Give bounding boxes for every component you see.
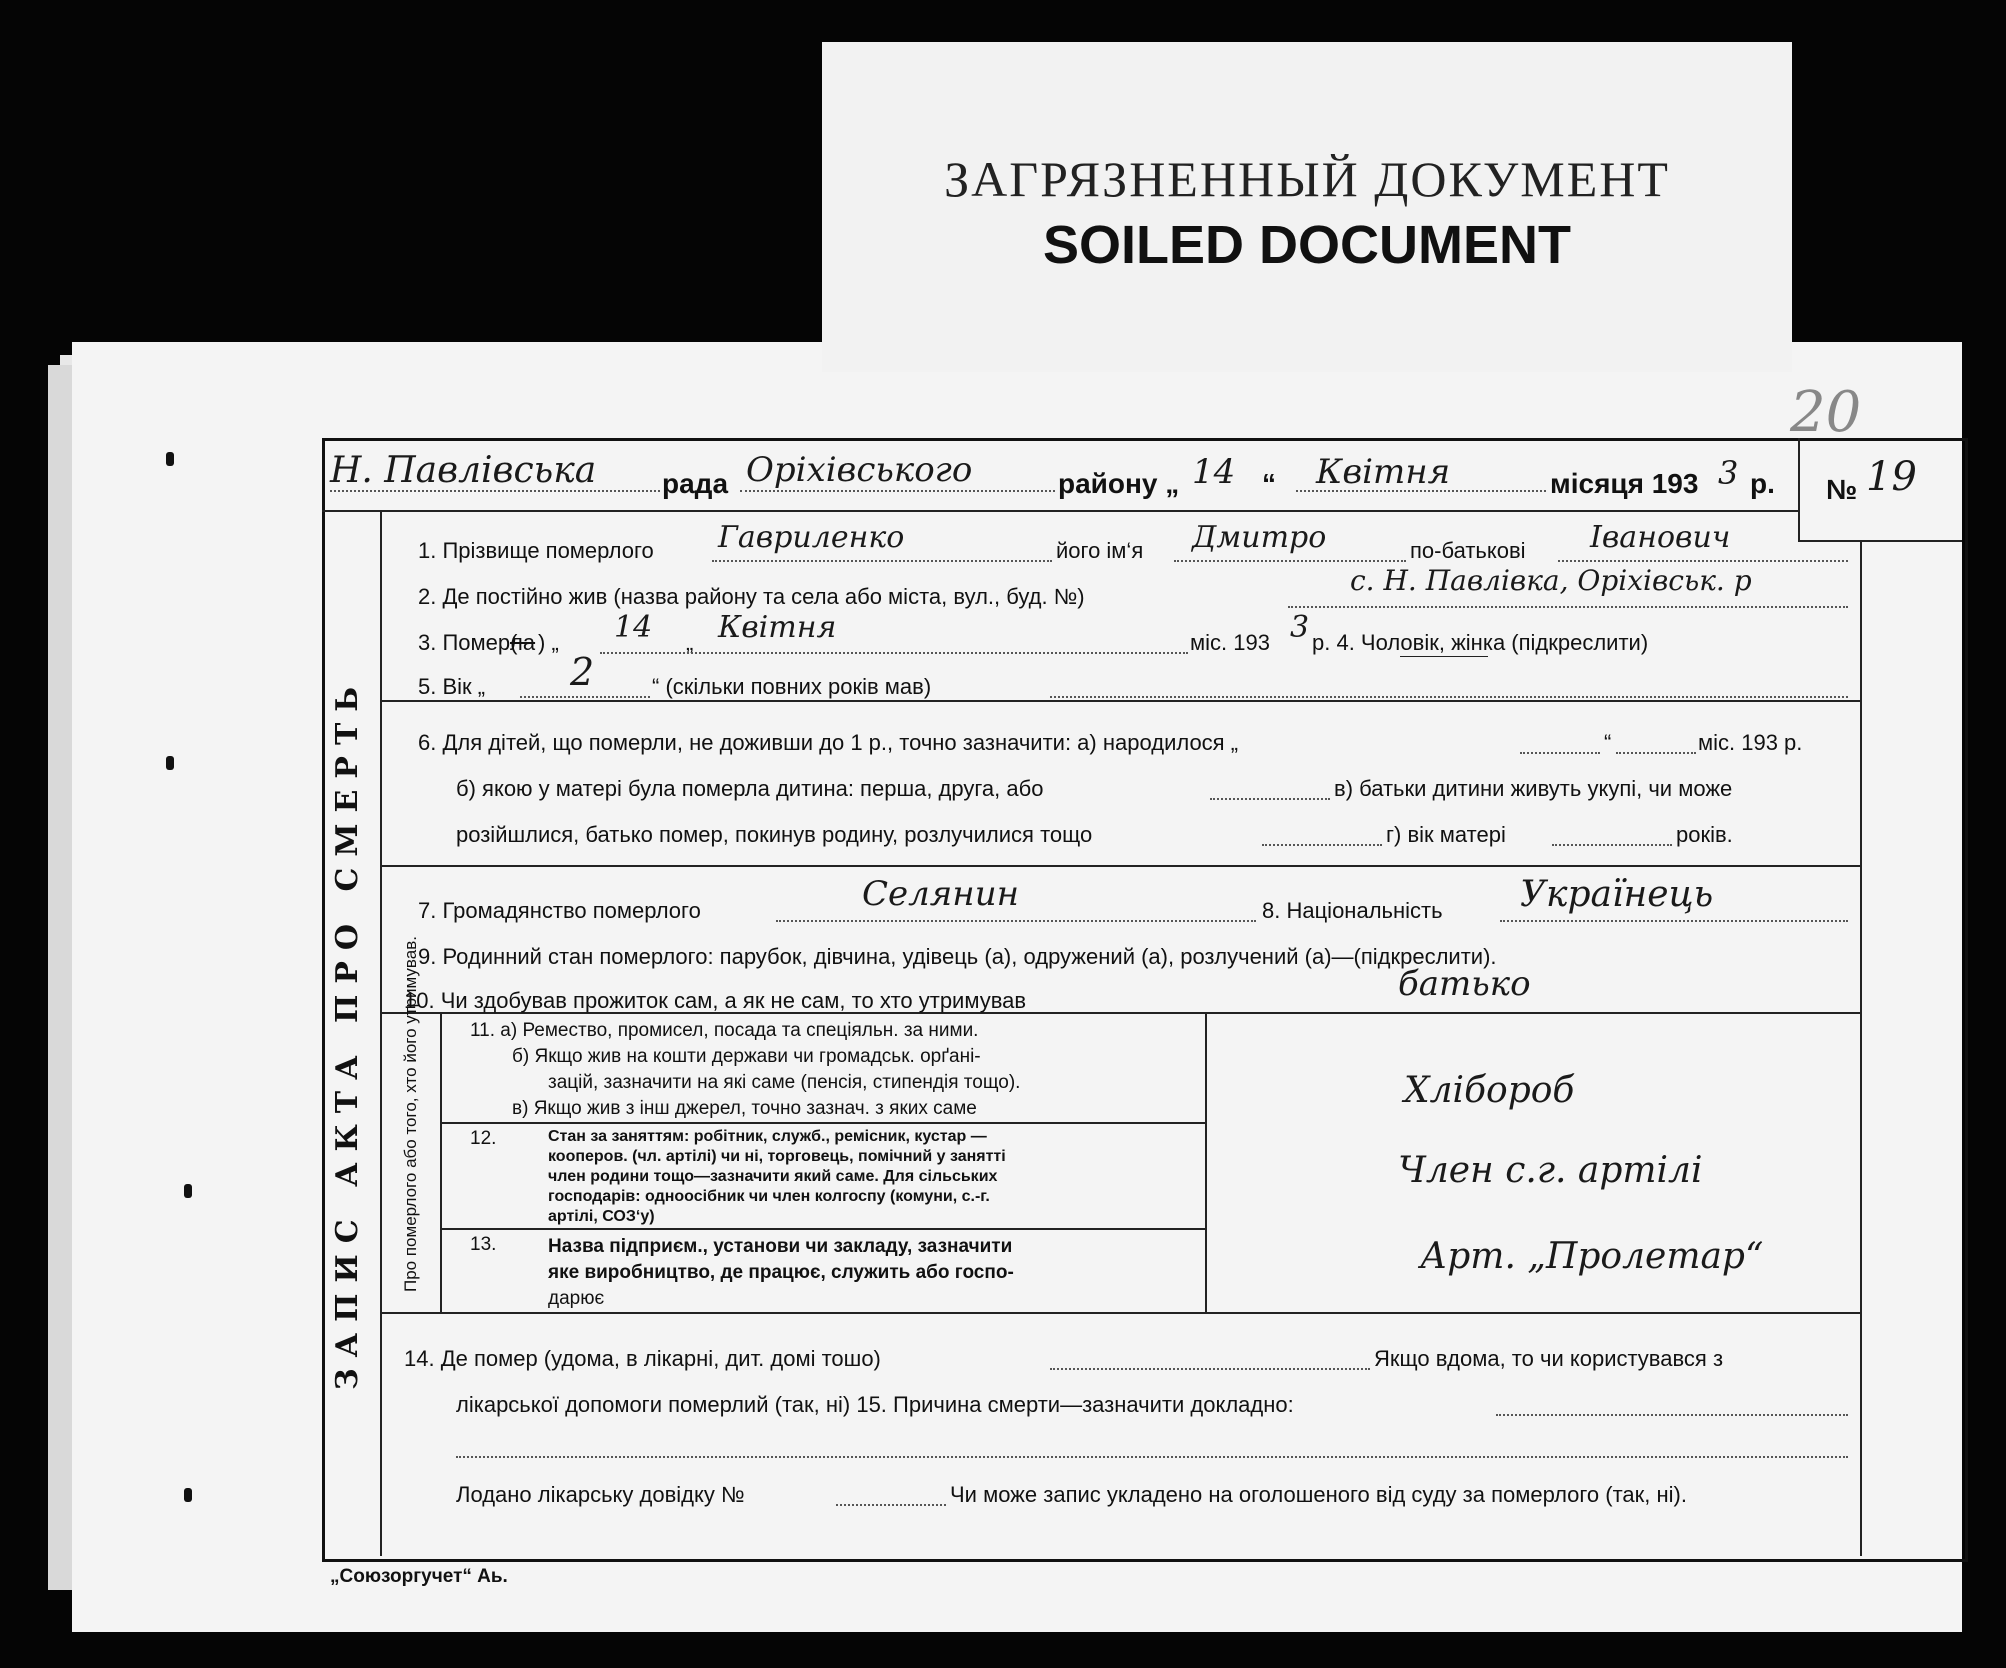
row1-patronymic-label: по-батькові [1410, 538, 1526, 563]
nationality-blank [1500, 920, 1848, 922]
row3-label: 3. Помер( [418, 630, 518, 655]
row3-quote: „ [686, 630, 694, 655]
rule-after-5 [380, 700, 1860, 702]
rule-after-13 [380, 1312, 1860, 1314]
age-blank [520, 696, 650, 698]
page-number: 20 [1790, 380, 1862, 445]
row11-a: 11. а) Ремество, промисел, посада та спеціяльн. за ними. [470, 1020, 979, 1041]
row14-label: 14. Де помер (удома, в лікарні, дит. домі тошо) [404, 1346, 881, 1371]
certificate-number-blank [836, 1504, 946, 1506]
death-day-handwritten: 14 [614, 610, 653, 645]
rule-after-11 [440, 1122, 1205, 1124]
month-blank [1296, 490, 1546, 492]
occupation-handwritten: Хлібороб [1404, 1070, 1575, 1111]
label-english: SOILED DOCUMENT [1042, 215, 1571, 275]
supporter-handwritten: батько [1398, 964, 1531, 1004]
row12-line3: член родини тощо—зазначити який саме. Для сільських [548, 1168, 998, 1185]
row1-label: 1. Прізвище померлого [418, 538, 654, 563]
row9-label: 9. Родинний стан померлого: парубок, дівчина, удівець (а), одружений (а), розлучений (а)—(підкреслити). [418, 944, 1497, 969]
surname-blank [712, 560, 1052, 562]
death-date-blank [600, 652, 1188, 654]
row11-c: в) Якщо жив з інш джерел, точно зазнач. з яких саме [512, 1098, 977, 1119]
row3-month-label: міс. 193 [1190, 630, 1270, 655]
residence-blank [1288, 606, 1848, 608]
cause-of-death-blank [1496, 1414, 1848, 1416]
side-subtitle: Про померлого або того, хто його утримував. [401, 936, 420, 1292]
row8-label: 8. Національність [1262, 898, 1443, 923]
punch-mark [184, 1184, 192, 1198]
rada-label: рада [662, 468, 729, 499]
row13-line2: яке виробництво, де працює, служить або госпо- [548, 1262, 1014, 1283]
number-box-divider [1798, 438, 1800, 540]
row6-line3b: г) вік матері [1386, 822, 1506, 847]
certificate-label: Лодано лікарську довідку № [456, 1482, 745, 1507]
village-handwritten: Н. Павлівська [330, 450, 597, 491]
row3-struck-suffix: ла [510, 630, 536, 655]
male-underline [1400, 656, 1488, 657]
rule-after-12 [440, 1228, 1205, 1230]
rule-after-6 [380, 865, 1860, 867]
punch-mark [166, 452, 174, 466]
death-month-handwritten: Квітня [718, 610, 837, 645]
birth-month-blank [1616, 752, 1696, 754]
name-blank [1174, 560, 1406, 562]
header-quote: “ [1262, 468, 1276, 499]
soiled-document-label [822, 42, 1792, 372]
row5-hint: “ (скільки повних років мав) [652, 674, 932, 699]
district-blank [740, 490, 1055, 492]
record-number-handwritten: 19 [1866, 454, 1917, 500]
row12-line2: кооперов. (чл. артілі) чи ні, торговець, помічний у занятті [548, 1148, 1006, 1165]
label-russian: ЗАГРЯЗНЕННЫЙ ДОКУМЕНТ [944, 151, 1670, 207]
row14-home-question: Якщо вдома, то чи користувався з [1374, 1346, 1724, 1371]
month-year-label: місяця 193 [1550, 468, 1699, 499]
month-handwritten: Квітня [1316, 452, 1451, 492]
raion-label: району „ [1058, 468, 1180, 499]
header-rule [322, 510, 1798, 512]
row12-number: 12. [470, 1128, 497, 1149]
row12-line1: Стан за заняттям: робітник, служб., ремісник, кустар — [548, 1128, 987, 1145]
citizenship-blank [776, 920, 1256, 922]
row6-line3c: років. [1676, 822, 1733, 847]
cause-of-death-blank-2 [456, 1456, 1848, 1458]
residence-handwritten: с. Н. Павлівка, Оріхівськ. р [1350, 564, 1752, 597]
side-title: ЗАПИС АКТА ПРО СМЕРТЬ [330, 675, 365, 1390]
row13-line3: дарює [548, 1288, 605, 1309]
district-handwritten: Оріхівського [746, 450, 973, 490]
death-year-handwritten: 3 [1290, 610, 1310, 645]
row6-quote: “ [1604, 730, 1612, 755]
printer-imprint: „Союзоргучет“ Аь. [330, 1566, 508, 1587]
row1-name-label: його ім‘я [1056, 538, 1144, 563]
row5-label: 5. Вік „ [418, 674, 486, 699]
row7-label: 7. Громадянство померлого [418, 898, 701, 923]
row6-line3a: розійшлися, батько помер, покинув родину, розлучилися тощо [456, 822, 1093, 847]
row5-trailing-blank [1050, 696, 1848, 698]
row14-medical-help: лікарської допомоги померлий (так, ні) 15. Причина смерти—зазначити докладно: [456, 1392, 1294, 1417]
patronymic-blank [1558, 560, 1848, 562]
citizenship-handwritten: Селянин [862, 874, 1019, 914]
row13-line1: Назва підприєм., установи чи закладу, зазначити [548, 1236, 1013, 1257]
row11-b: б) Якщо жив на кошти держави чи громадськ. орґані- [512, 1046, 981, 1067]
punch-mark [184, 1488, 192, 1502]
village-blank [330, 490, 660, 492]
row6-line2a: б) якою у матері була померла дитина: перша, друга, або [456, 776, 1044, 801]
mother-age-blank [1552, 844, 1672, 846]
surname-handwritten: Гавриленко [718, 520, 905, 555]
court-question: Чи може запис укладено на оголошеного від суду за померлого (так, ні). [950, 1482, 1687, 1507]
row2-label: 2. Де постійно жив (назва району та села або міста, вул., буд. №) [418, 584, 1085, 609]
occupation-answer-rule [1205, 1012, 1207, 1312]
row13-number: 13. [470, 1234, 497, 1255]
right-column-rule [1860, 540, 1862, 1556]
row11-b2: зацій, зазначити на які саме (пенсія, стипендія тощо). [548, 1072, 1021, 1093]
row3-sex-label: р. 4. Чоловік, жінка (підкреслити) [1312, 630, 1649, 655]
punch-mark [166, 756, 174, 770]
nationality-handwritten: Українець [1520, 874, 1714, 915]
patronymic-handwritten: Іванович [1590, 520, 1731, 555]
year-handwritten: 3 [1718, 454, 1739, 492]
row12-line5: артілі, СОЗ‘у) [548, 1208, 655, 1225]
row3-open-quote: ) „ [538, 630, 559, 655]
side-column-rule [380, 510, 382, 1556]
day-handwritten: 14 [1192, 452, 1236, 492]
record-number-label: № [1826, 474, 1858, 505]
name-handwritten: Дмитро [1192, 520, 1327, 555]
occupation-subcol-rule [440, 1012, 442, 1312]
row6-line2b: в) батьки дитини живуть укупі, чи може [1334, 776, 1733, 801]
birth-order-blank [1210, 798, 1330, 800]
parents-status-blank [1262, 844, 1382, 846]
age-handwritten: 2 [570, 650, 595, 694]
row6-line1: 6. Для дітей, що померли, не доживши до 1 р., точно зазначити: а) народилося „ [418, 730, 1239, 755]
number-box-bottom [1798, 540, 1962, 542]
workplace-handwritten: Арт. „Пролетар“ [1420, 1236, 1764, 1277]
employment-status-handwritten: Член с.г. артілі [1398, 1150, 1703, 1191]
birth-day-blank [1520, 752, 1600, 754]
row12-line4: господарів: одноосібник чи член колгоспу (комуни, с.-г. [548, 1188, 990, 1205]
row6-month-label: міс. 193 р. [1698, 730, 1803, 755]
row10-label: 10. Чи здобував прожиток сам, а як не сам, то хто утримував [404, 988, 1027, 1013]
death-place-blank [1050, 1368, 1370, 1370]
year-suffix: р. [1750, 468, 1775, 499]
